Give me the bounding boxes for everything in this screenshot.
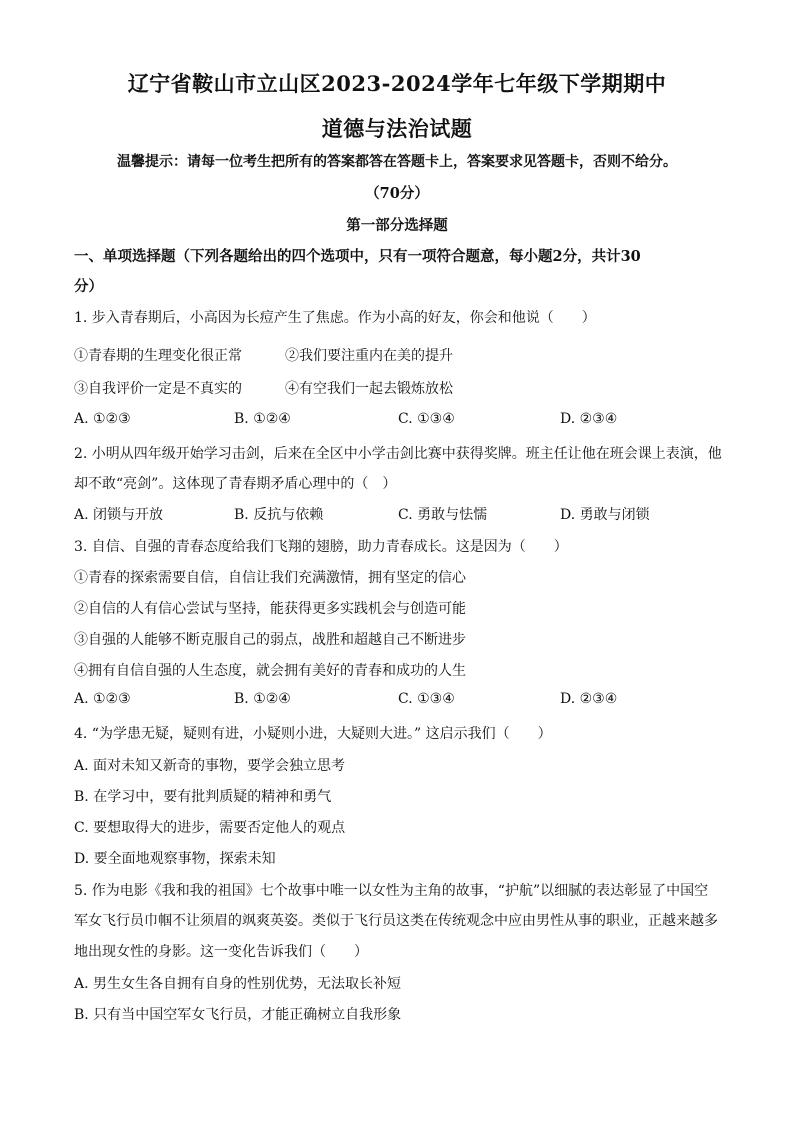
q1-option-c: C. ①③④ [398, 411, 455, 427]
q1-statement-3: ③自我评价一定是不真实的 [74, 381, 242, 397]
q4-option-a: A. 面对未知又新奇的事物，要学会独立思考 [74, 758, 346, 774]
q1-statement-1: ①青春期的生理变化很正常 [74, 348, 242, 364]
q4-stem: 4. “为学患无疑，疑则有进，小疑则小进，大疑则大进。” 这启示我们（ ） [74, 726, 552, 742]
q2-option-d: D. 勇敢与闭锁 [560, 507, 650, 523]
exam-title-line2: 道德与法治试题 [321, 116, 473, 141]
q1-option-a: A. ①②③ [74, 411, 131, 427]
q3-option-d: D. ②③④ [560, 691, 618, 707]
q2-option-a: A. 闭锁与开放 [74, 507, 164, 523]
q3-statement-4: ④拥有自信自强的人生态度，就会拥有美好的青春和成功的人生 [74, 663, 466, 679]
q3-option-a: A. ①②③ [74, 691, 131, 707]
q5-stem-line3: 地出现女性的身影。这一变化告诉我们（ ） [74, 944, 368, 960]
q5-option-a: A. 男生女生各自拥有自身的性别优势，无法取长补短 [74, 976, 402, 992]
q3-statement-2: ②自信的人有信心尝试与坚持，能获得更多实践机会与创造可能 [74, 601, 466, 617]
q1-statement-4: ④有空我们一起去锻炼放松 [285, 381, 453, 397]
q3-statement-1: ①青春的探索需要自信，自信让我们充满激情，拥有坚定的信心 [74, 570, 466, 586]
q1-statement-2: ②我们要注重内在美的提升 [285, 348, 453, 364]
exam-total-score: （70分） [365, 185, 429, 202]
q3-stem: 3. 自信、自强的青春态度给我们飞翔的翅膀，助力青春成长。这是因为（ ） [74, 539, 568, 555]
q4-option-c: C. 要想取得大的进步，需要否定他人的观点 [74, 820, 346, 836]
q1-option-d: D. ②③④ [560, 411, 618, 427]
q2-option-c: C. 勇敢与怯懦 [398, 507, 488, 523]
q3-option-b: B. ①②④ [234, 691, 291, 707]
q1-stem: 1. 步入青春期后，小高因为长痘产生了焦虑。作为小高的好友，你会和他说（ ） [74, 310, 596, 326]
q5-stem-line2: 军女飞行员巾帼不让须眉的飒爽英姿。类似于飞行员这类在传统观念中应由男性从事的职业，正越来越多 [74, 913, 718, 929]
q2-option-b: B. 反抗与依赖 [234, 507, 324, 523]
q5-stem-line1: 5. 作为电影《我和我的祖国》七个故事中唯一以女性为主角的故事，“护航”以细腻的表达彰显了中国空 [74, 883, 709, 899]
q4-option-d: D. 要全面地观察事物，探索未知 [74, 851, 276, 867]
q2-stem-line1: 2. 小明从四年级开始学习击剑，后来在全区中小学击剑比赛中获得奖牌。班主任让他在班会课上表演，他 [74, 446, 722, 462]
q2-stem-line2: 却不敢“亮剑”。这体现了青春期矛盾心理中的（ ） [74, 476, 397, 492]
q4-option-b: B. 在学习中，要有批判质疑的精神和勇气 [74, 789, 332, 805]
q3-statement-3: ③自强的人能够不断克服自己的弱点，战胜和超越自己不断进步 [74, 632, 466, 648]
section-heading-line2: 分） [74, 278, 103, 295]
exam-title-line1: 辽宁省鞍山市立山区2023-2024学年七年级下学期期中 [127, 71, 667, 96]
part-title: 第一部分选择题 [346, 217, 448, 234]
exam-notice: 温馨提示：请每一位考生把所有的答案都答在答题卡上，答案要求见答题卡，否则不给分。 [117, 154, 677, 170]
q5-option-b: B. 只有当中国空军女飞行员，才能正确树立自我形象 [74, 1007, 402, 1023]
section-heading-line1: 一、单项选择题（下列各题给出的四个选项中，只有一项符合题意，每小题2分，共计30 [74, 248, 641, 265]
q3-option-c: C. ①③④ [398, 691, 455, 707]
q1-option-b: B. ①②④ [234, 411, 291, 427]
